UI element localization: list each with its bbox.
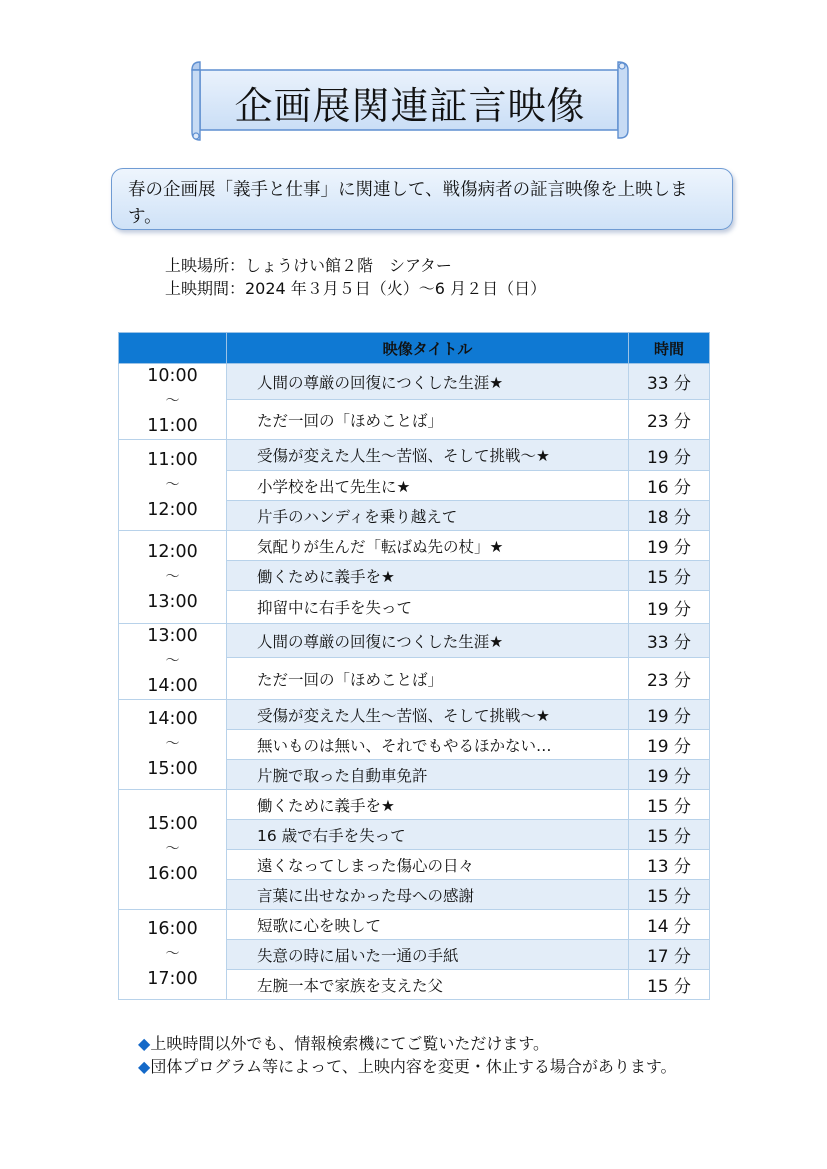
- video-title-cell: 気配りが生んだ「転ばぬ先の杖」★: [227, 531, 629, 561]
- diamond-bullet-icon: ◆: [138, 1034, 151, 1053]
- duration-cell: 33 分: [629, 364, 710, 400]
- video-title-cell: 小学校を出て先生に★: [227, 471, 629, 501]
- duration-cell: 15 分: [629, 790, 710, 820]
- time-separator: ～: [165, 476, 180, 493]
- diamond-bullet-icon: ◆: [138, 1057, 151, 1076]
- video-title-cell: 片手のハンディを乗り越えて: [227, 501, 629, 531]
- duration-cell: 19 分: [629, 730, 710, 760]
- period-text: 上映期間：2024 年３月５日（火）～6 月２日（日）: [165, 279, 547, 298]
- video-title-cell: 受傷が変えた人生～苦悩、そして挑戦～★: [227, 440, 629, 471]
- time-separator: ～: [165, 946, 180, 962]
- duration-cell: 15 分: [629, 880, 710, 910]
- duration-cell: 13 分: [629, 850, 710, 880]
- time-end: 11:00: [147, 416, 198, 436]
- page-title: 企画展関連証言映像: [234, 83, 586, 128]
- header-time: [119, 333, 227, 364]
- video-title-cell: 抑留中に右手を失って: [227, 591, 629, 624]
- time-end: 16:00: [147, 864, 198, 884]
- duration-cell: 16 分: [629, 471, 710, 501]
- time-slot-cell: [119, 531, 227, 624]
- duration-cell: 18 分: [629, 501, 710, 531]
- note-text: 団体プログラム等によって、上映内容を変更・休止する場合があります。: [150, 1057, 677, 1076]
- table-row: [119, 910, 710, 940]
- duration-cell: 15 分: [629, 561, 710, 591]
- duration-cell: 19 分: [629, 760, 710, 790]
- video-title-cell: ただ一回の「ほめことば」: [227, 400, 629, 440]
- time-start: 14:00: [147, 709, 198, 729]
- time-slot-cell: [119, 624, 227, 700]
- table-row: [119, 700, 710, 730]
- time-slot-cell: [119, 700, 227, 790]
- time-separator: ～: [165, 841, 180, 857]
- duration-cell: 19 分: [629, 531, 710, 561]
- time-start: 11:00: [147, 449, 198, 470]
- time-separator: ～: [165, 653, 180, 669]
- duration-cell: 19 分: [629, 700, 710, 730]
- video-title-cell: 言葉に出せなかった母への感謝: [227, 880, 629, 910]
- duration-cell: 19 分: [629, 591, 710, 624]
- video-title-cell: 左腕一本で家族を支えた父: [227, 970, 629, 1000]
- video-title-cell: 16 歳で右手を失って: [227, 820, 629, 850]
- time-end: 15:00: [147, 759, 198, 779]
- time-slot-cell: [119, 364, 227, 440]
- duration-cell: 14 分: [629, 910, 710, 940]
- title-banner: [188, 60, 632, 142]
- video-title-cell: 失意の時に届いた一通の手紙: [227, 940, 629, 970]
- note-item: [138, 1032, 677, 1055]
- time-start: 15:00: [147, 814, 198, 834]
- video-title-cell: 人間の尊厳の回復につくした生涯★: [227, 364, 629, 400]
- intro-box: 春の企画展「義手と仕事」に関連して、戦傷病者の証言映像を上映します。: [111, 168, 733, 230]
- table-row: [119, 790, 710, 820]
- duration-cell: 33 分: [629, 624, 710, 658]
- time-start: 12:00: [147, 541, 198, 562]
- table-row: [119, 364, 710, 400]
- venue-text: 上映場所：しょうけい館２階 シアター: [165, 256, 452, 275]
- table-row: [119, 624, 710, 658]
- video-title-cell: 人間の尊厳の回復につくした生涯★: [227, 624, 629, 658]
- header-title: 映像タイトル: [227, 333, 629, 364]
- time-start: 13:00: [147, 626, 198, 646]
- time-end: 14:00: [147, 676, 198, 696]
- duration-cell: 15 分: [629, 820, 710, 850]
- header-duration: 時間: [629, 333, 710, 364]
- video-title-cell: 受傷が変えた人生～苦悩、そして挑戦～★: [227, 700, 629, 730]
- table-header-row: [119, 333, 710, 364]
- video-title-cell: 遠くなってしまった傷心の日々: [227, 850, 629, 880]
- table-row: [119, 531, 710, 561]
- schedule-body: [119, 364, 710, 1000]
- duration-cell: 23 分: [629, 658, 710, 700]
- video-title-cell: 働くために義手を★: [227, 790, 629, 820]
- time-separator: ～: [165, 736, 180, 752]
- notes: [138, 1032, 677, 1078]
- table-row: [119, 440, 710, 471]
- note-text: 上映時間以外でも、情報検索機にてご覧いただけます。: [150, 1034, 550, 1053]
- time-separator: ～: [165, 568, 180, 585]
- video-title-cell: 片腕で取った自動車免許: [227, 760, 629, 790]
- screening-info: [165, 254, 546, 300]
- time-end: 13:00: [147, 591, 198, 612]
- note-item: [138, 1055, 677, 1078]
- time-end: 17:00: [147, 969, 198, 989]
- video-title-cell: ただ一回の「ほめことば」: [227, 658, 629, 700]
- time-end: 12:00: [147, 499, 198, 520]
- duration-cell: 19 分: [629, 440, 710, 471]
- duration-cell: 17 分: [629, 940, 710, 970]
- time-start: 16:00: [147, 919, 198, 939]
- time-slot-cell: [119, 790, 227, 910]
- time-start: 10:00: [147, 366, 198, 386]
- duration-cell: 15 分: [629, 970, 710, 1000]
- video-title-cell: 無いものは無い、それでもやるほかない…: [227, 730, 629, 760]
- video-title-cell: 働くために義手を★: [227, 561, 629, 591]
- video-title-cell: 短歌に心を映して: [227, 910, 629, 940]
- time-slot-cell: [119, 440, 227, 531]
- duration-cell: 23 分: [629, 400, 710, 440]
- time-separator: ～: [165, 393, 180, 409]
- schedule-table: [118, 332, 710, 1000]
- time-slot-cell: [119, 910, 227, 1000]
